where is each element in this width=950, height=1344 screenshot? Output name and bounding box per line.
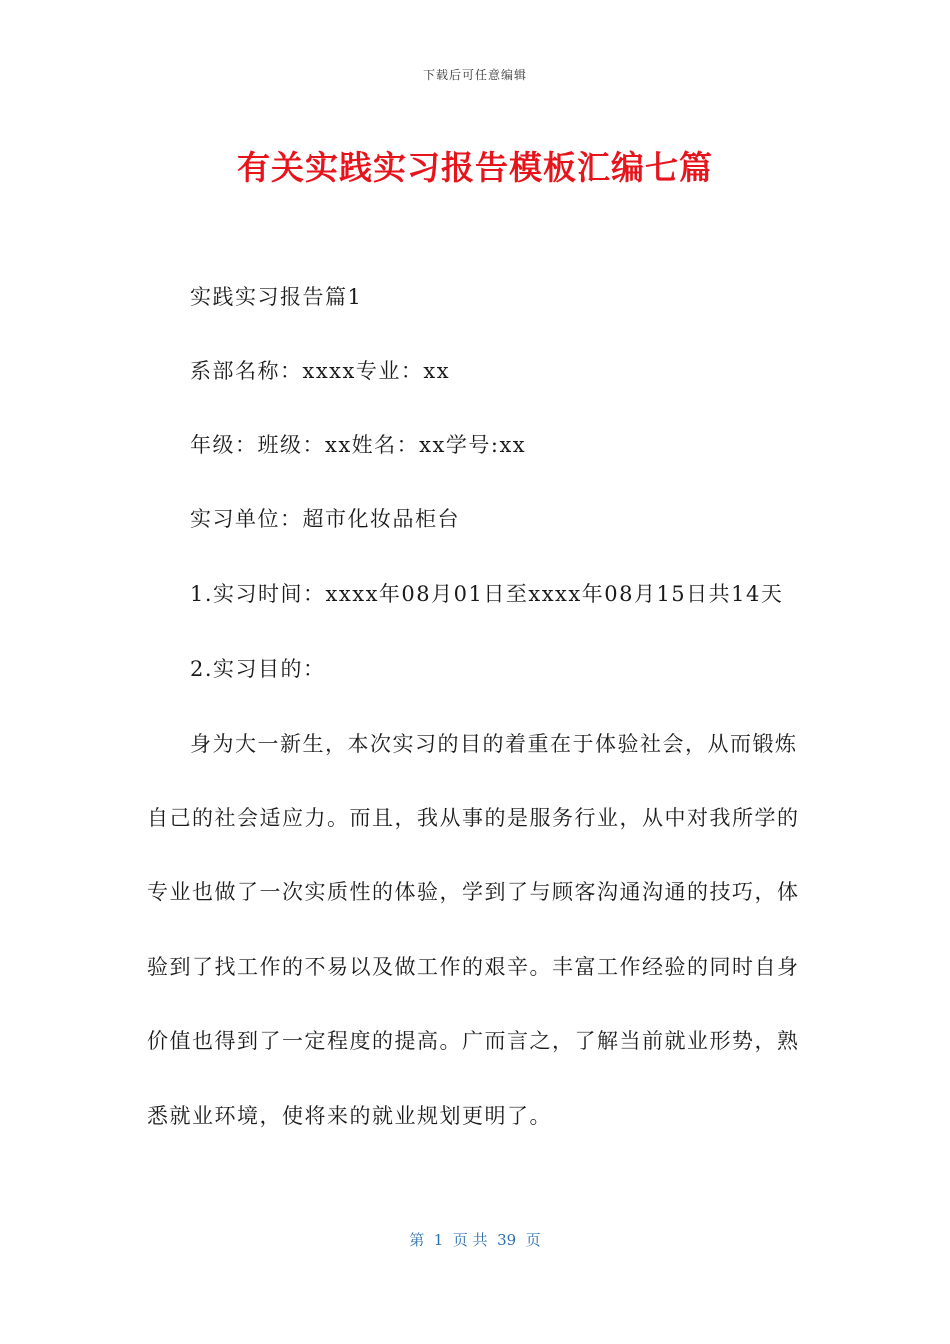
section-heading: 实践实习报告篇1 xyxy=(190,285,363,309)
page-footer: 第 1 页 共 39 页 xyxy=(409,1231,541,1249)
document-title: 有关实践实习报告模板汇编七篇 xyxy=(237,148,713,187)
header-note: 下载后可任意编辑 xyxy=(422,68,527,82)
paragraph-line: 价值也得到了一定程度的提高。广而言之，了解当前就业形势，熟 xyxy=(147,1029,800,1053)
department-line: 系部名称：xxxx专业：xx xyxy=(190,359,451,383)
paragraph-line: 验到了找工作的不易以及做工作的艰辛。丰富工作经验的同时自身 xyxy=(147,955,800,979)
paragraph-line: 专业也做了一次实质性的体验，学到了与顾客沟通沟通的技巧，体 xyxy=(147,880,800,904)
paragraph-line: 身为大一新生，本次实习的目的着重在于体验社会，从而锻炼 xyxy=(190,732,798,756)
unit-line: 实习单位：超市化妆品柜台 xyxy=(190,507,460,531)
paragraph-line: 悉就业环境，使将来的就业规划更明了。 xyxy=(147,1104,552,1128)
grade-line: 年级：班级：xx姓名：xx学号:xx xyxy=(190,433,527,457)
time-line: 1.实习时间：xxxx年08月01日至xxxx年08月15日共14天 xyxy=(190,582,784,606)
purpose-heading: 2.实习目的： xyxy=(190,657,326,681)
paragraph-line: 自己的社会适应力。而且，我从事的是服务行业，从中对我所学的 xyxy=(147,806,800,830)
